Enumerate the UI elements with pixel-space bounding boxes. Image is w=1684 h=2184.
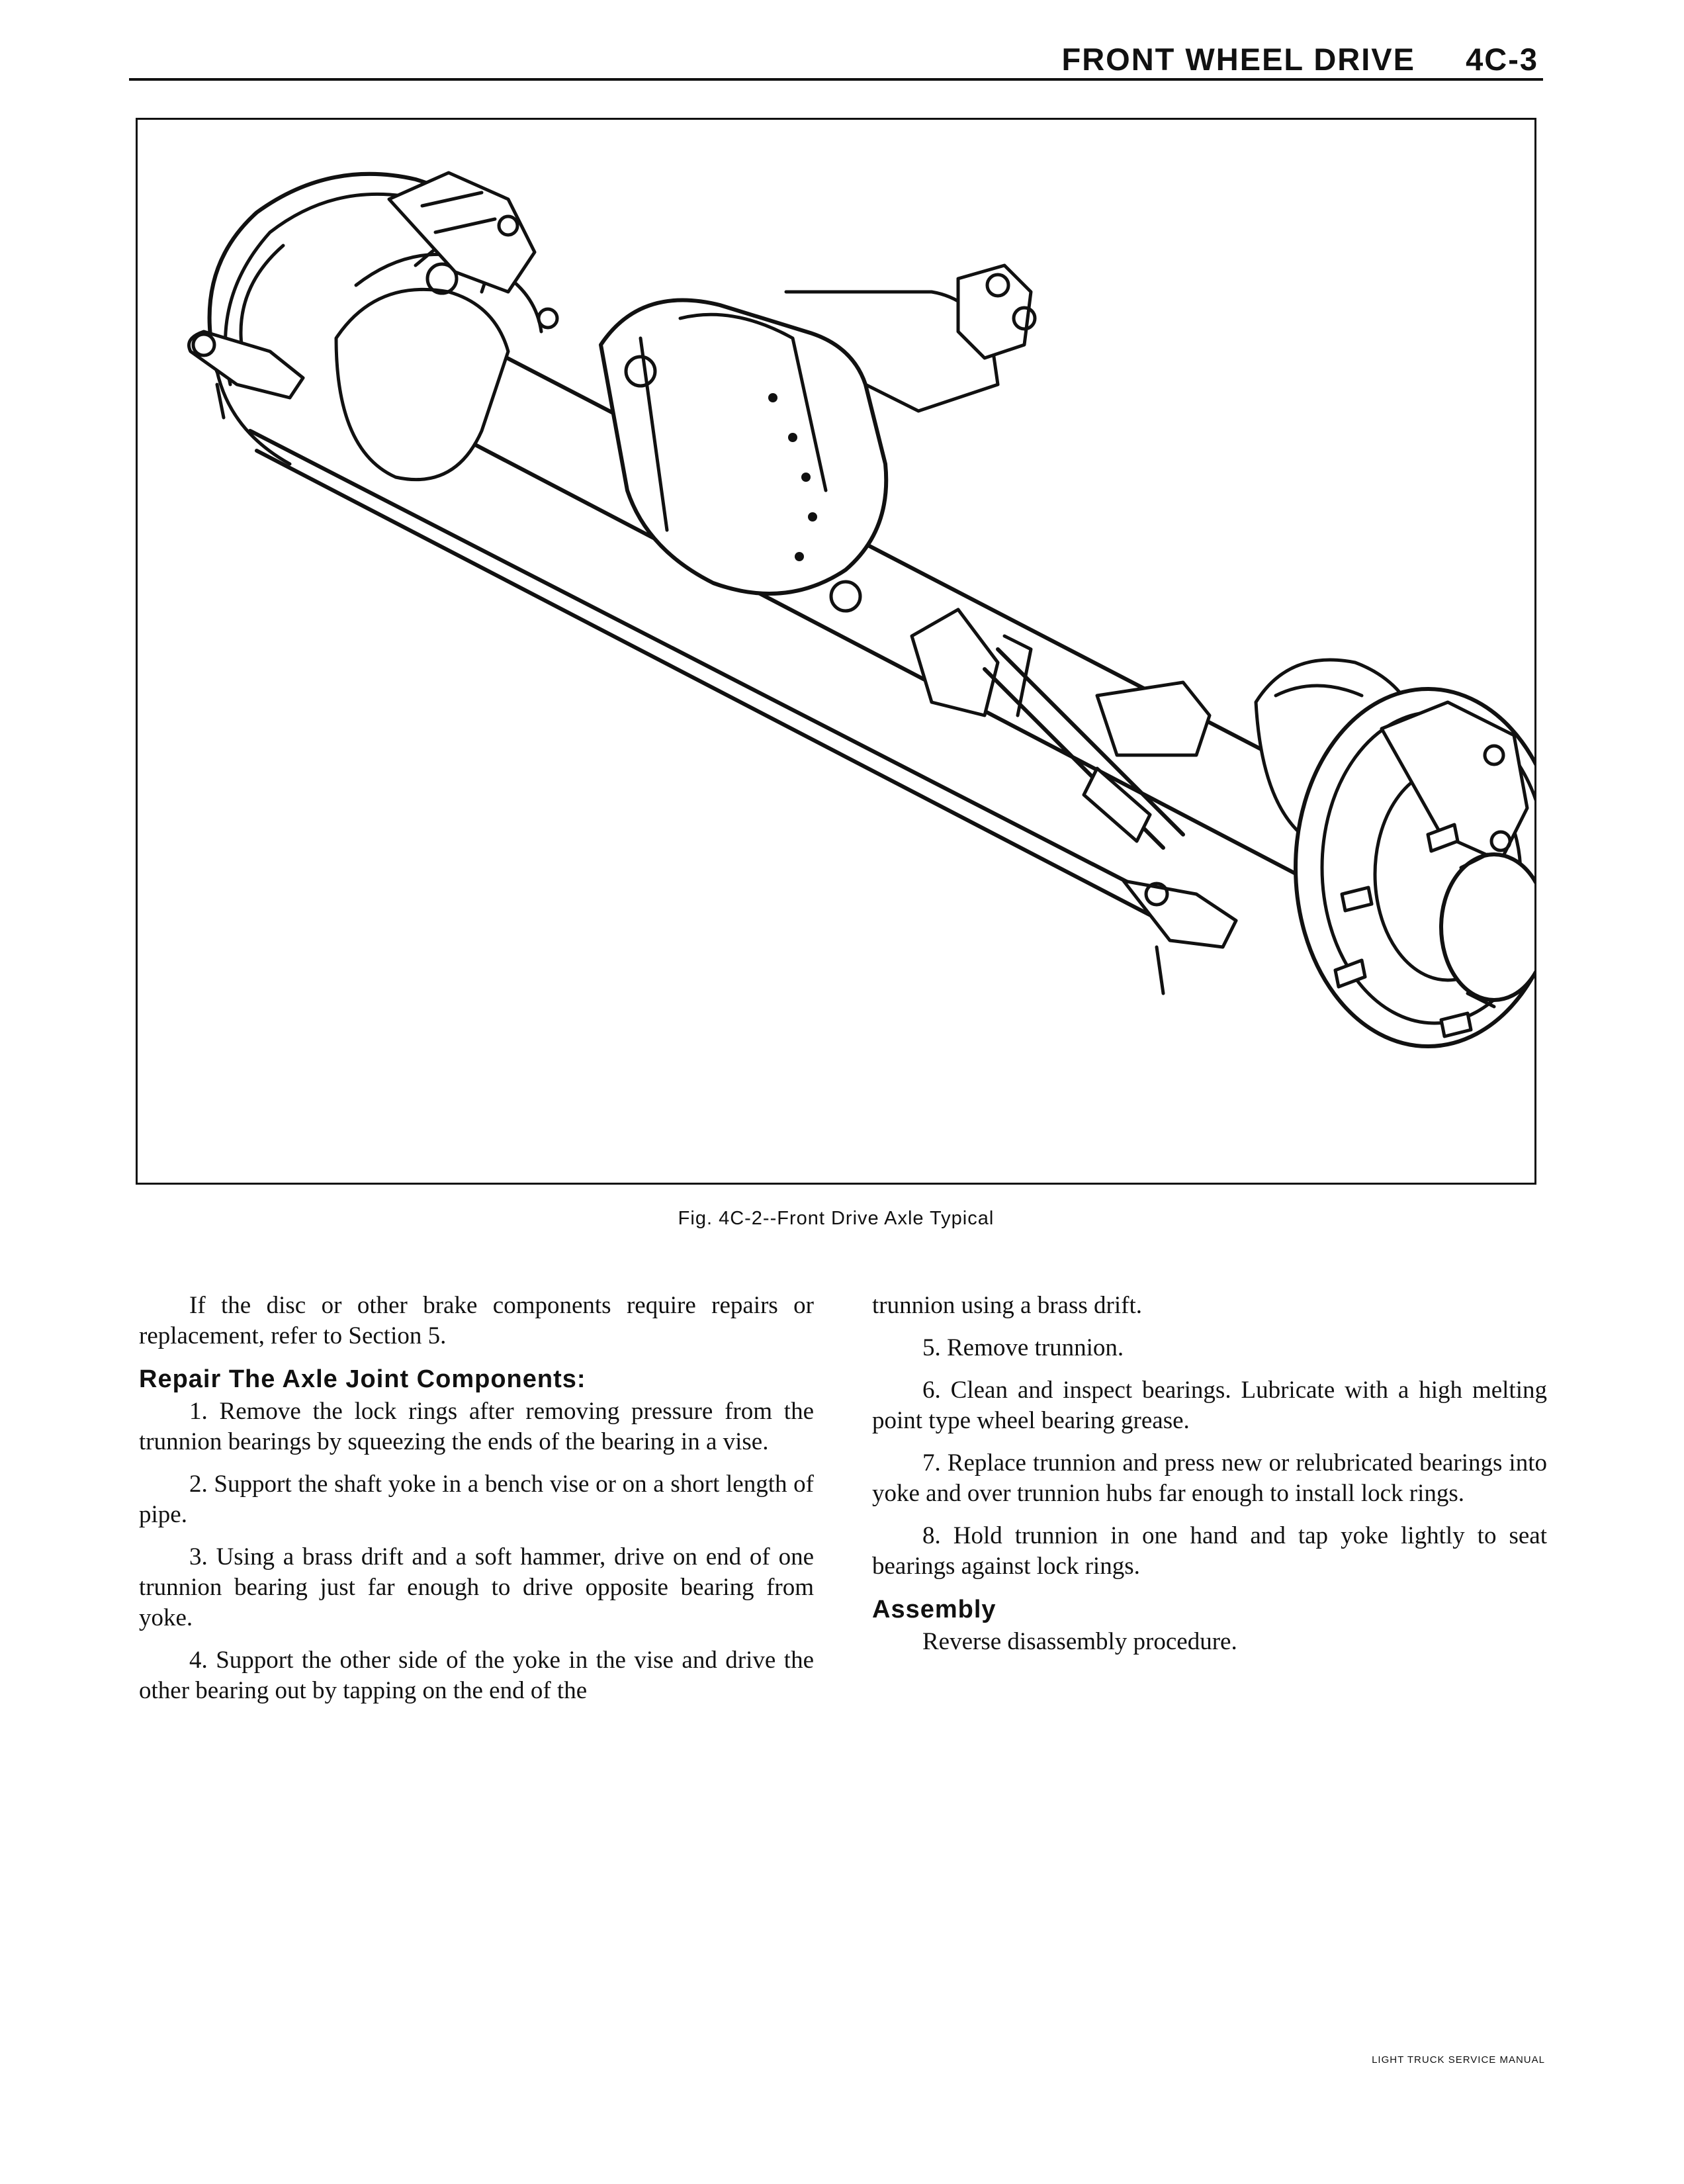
- section-header: [1062, 41, 1538, 77]
- axle-tube: [449, 345, 1362, 887]
- left-column: [139, 1291, 814, 1718]
- intro-paragraph: If the disc or other brake components require repairs or replacement, refer to Section 5.: [139, 1292, 814, 1349]
- pinion-flange: [958, 265, 1031, 358]
- differential-carrier: [601, 300, 886, 594]
- step-7: 7. Replace trunnion and press new or relubricated bearings into yoke and over trunnion hubs far enough to install lock rings.: [872, 1449, 1547, 1507]
- repair-heading: Repair The Axle Joint Components:: [139, 1365, 586, 1393]
- mounting-bracket: [912, 610, 998, 715]
- step-4: 4. Support the other side of the yoke in the vise and drive the other bearing out by tapping on the end of the: [139, 1647, 814, 1704]
- assembly-heading: Assembly: [872, 1596, 997, 1623]
- left-tie-rod-end: [189, 332, 304, 398]
- figure-frame: [136, 118, 1536, 1185]
- footer-manual-name: LIGHT TRUCK SERVICE MANUAL: [1372, 2054, 1545, 2066]
- step-1: 1. Remove the lock rings after removing pressure from the trunnion bearings by squeezing the ends of the bearing in a vise.: [139, 1398, 814, 1455]
- spring-pad: [1097, 682, 1210, 755]
- step-2: 2. Support the shaft yoke in a bench vise or on a short length of pipe.: [139, 1471, 814, 1528]
- step-3: 3. Using a brass drift and a soft hammer, drive on end of one trunnion bearing just far enough to drive opposite bearing from yoke.: [139, 1543, 814, 1631]
- step-8: 8. Hold trunnion in one hand and tap yoke lightly to seat bearings against lock rings.: [872, 1522, 1547, 1580]
- assembly-text: Reverse disassembly procedure.: [922, 1628, 1237, 1655]
- left-knuckle: [336, 289, 508, 479]
- step-5: 5. Remove trunnion.: [922, 1334, 1124, 1361]
- step-6: 6. Clean and inspect bearings. Lubricate with a high melting point type wheel bearing grease.: [872, 1377, 1547, 1434]
- right-column: [872, 1291, 1547, 1669]
- figure-caption: Fig. 4C-2--Front Drive Axle Typical: [678, 1208, 995, 1229]
- header-rule: [129, 78, 1543, 81]
- right-tie-rod-end: [1124, 881, 1236, 947]
- step-4-continuation: trunnion using a brass drift.: [872, 1292, 1142, 1319]
- page-number: 4C-3: [1466, 42, 1538, 77]
- wheel-hub: [1441, 854, 1534, 1000]
- front-drive-axle-illustration: [138, 120, 1534, 1183]
- section-title: FRONT WHEEL DRIVE: [1061, 42, 1415, 77]
